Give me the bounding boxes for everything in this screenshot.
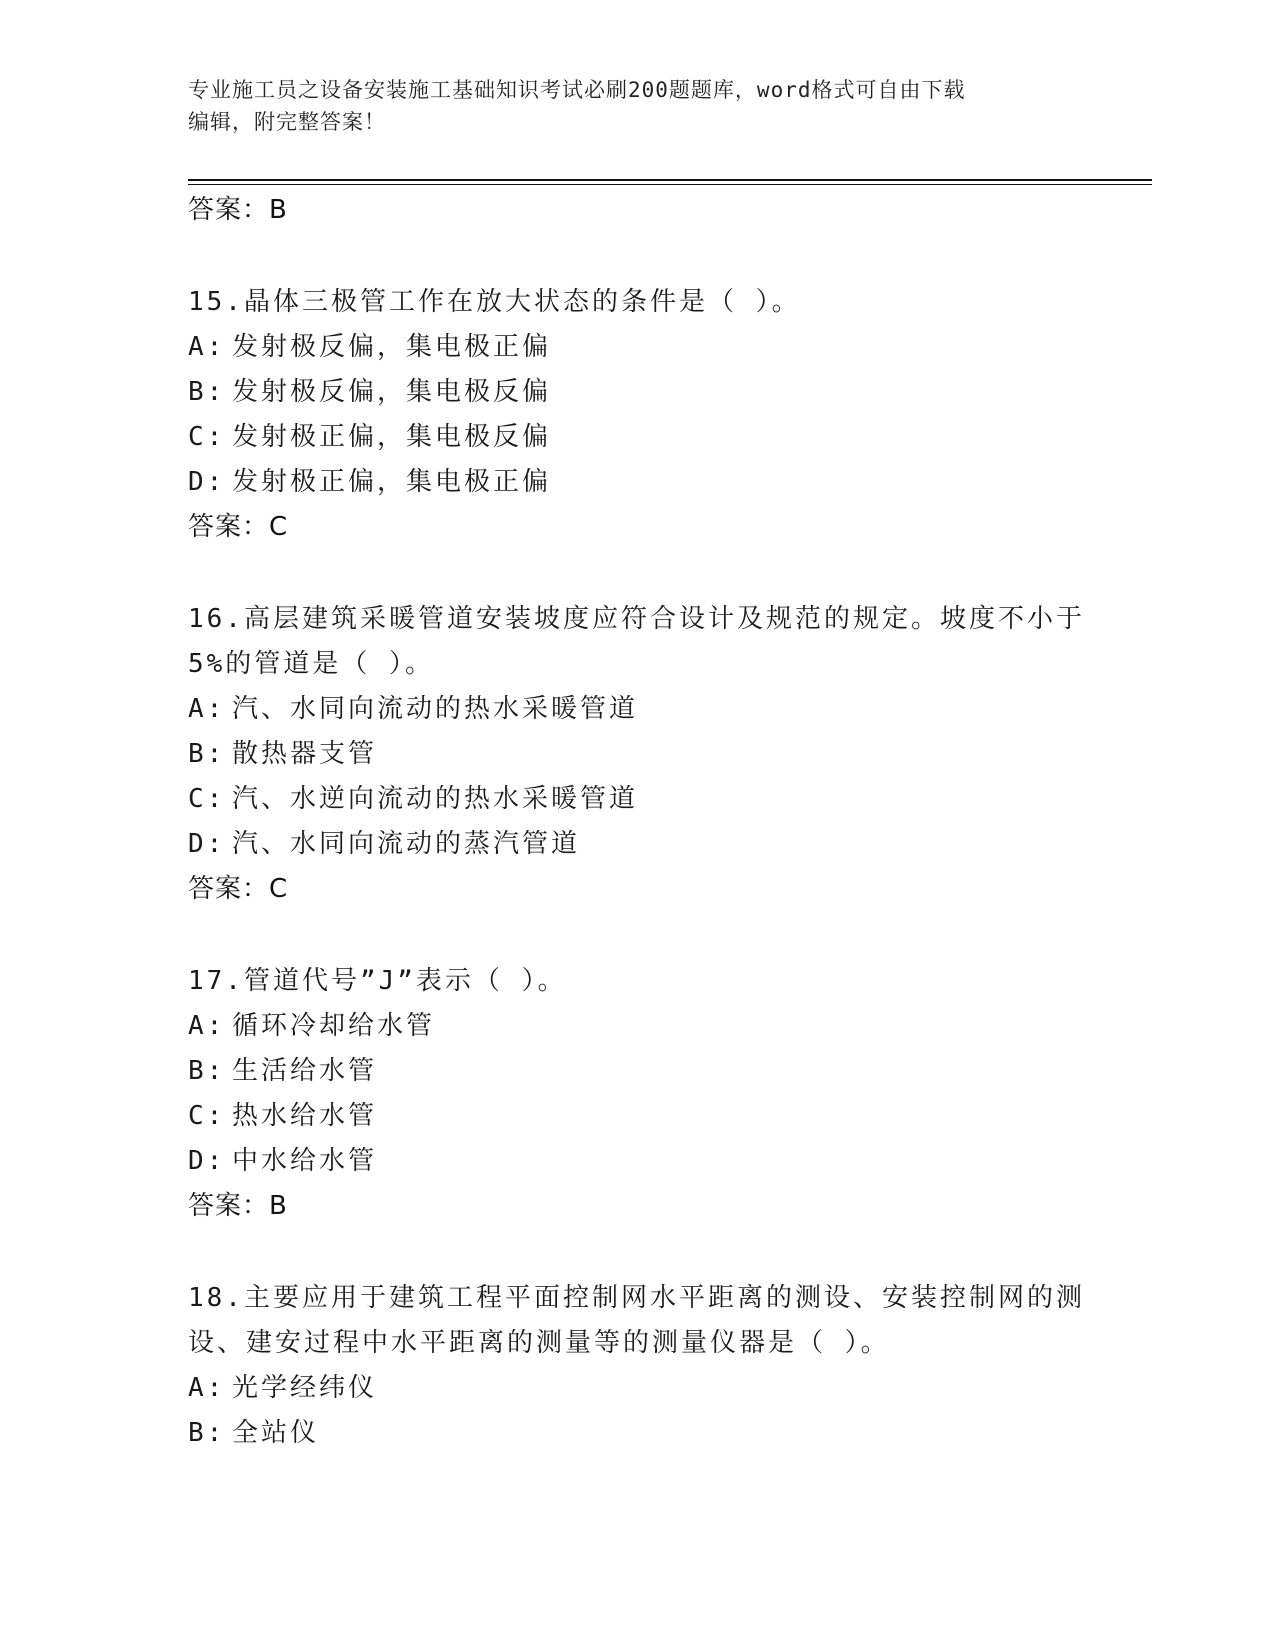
option-letter: C: [188, 784, 226, 814]
option-letter: B: [188, 377, 226, 407]
option-text: 循环冷却给水管 [232, 1011, 436, 1041]
option-text: 光学经纬仪 [232, 1373, 378, 1403]
option-a [188, 1004, 1088, 1049]
question-16 [188, 597, 1088, 909]
answer-line: 答案：C [188, 874, 289, 904]
option-b [188, 732, 1088, 777]
option-letter: D: [188, 467, 226, 497]
option-letter: B: [188, 1418, 226, 1448]
option-letter: B: [188, 1056, 226, 1086]
option-letter: C: [188, 422, 226, 452]
answer-line: 答案：B [188, 195, 288, 225]
header-rule-thick [188, 179, 1152, 181]
option-d [188, 460, 1088, 505]
option-b [188, 370, 1088, 415]
answer-line: 答案：B [188, 1191, 288, 1221]
option-d [188, 822, 1088, 867]
question-18 [188, 1276, 1088, 1456]
option-letter: D: [188, 829, 226, 859]
question-text: 17.管道代号”J”表示（ ）。 [188, 966, 567, 996]
question-17 [188, 959, 1088, 1226]
header-line-2: 编辑，附完整答案！ [188, 110, 386, 134]
option-text: 汽、水同向流动的蒸汽管道 [232, 829, 581, 859]
option-text: 发射极反偏，集电极反偏 [232, 377, 552, 407]
option-c [188, 415, 1088, 460]
option-text: 发射极正偏，集电极正偏 [232, 467, 552, 497]
option-text: 汽、水同向流动的热水采暖管道 [232, 694, 639, 724]
option-text: 发射极反偏，集电极正偏 [232, 332, 552, 362]
option-text: 热水给水管 [232, 1101, 378, 1131]
option-letter: C: [188, 1101, 226, 1131]
question-text: 15.晶体三极管工作在放大状态的条件是（ ）。 [188, 287, 801, 317]
header-line-1: 专业施工员之设备安装施工基础知识考试必刷200题题库，word格式可自由下载 [188, 78, 966, 102]
option-a [188, 1366, 1088, 1411]
header-rule-thin [188, 184, 1152, 185]
option-letter: A: [188, 1011, 226, 1041]
question-text: 16.高层建筑采暖管道安装坡度应符合设计及规范的规定。坡度不小于 [188, 604, 1085, 634]
option-letter: D: [188, 1146, 226, 1176]
option-d [188, 1139, 1088, 1184]
option-a [188, 325, 1088, 370]
option-b [188, 1411, 1088, 1456]
option-c [188, 777, 1088, 822]
answer-line: 答案：C [188, 512, 289, 542]
document-body [188, 190, 1088, 1456]
question-text-continued: 5%的管道是（ ）。 [188, 649, 434, 679]
option-text: 发射极正偏，集电极反偏 [232, 422, 552, 452]
option-letter: A: [188, 1373, 226, 1403]
option-c [188, 1094, 1088, 1139]
option-b [188, 1049, 1088, 1094]
option-text: 全站仪 [232, 1418, 320, 1448]
option-text: 散热器支管 [232, 739, 378, 769]
option-letter: B: [188, 739, 226, 769]
question-15 [188, 280, 1088, 547]
option-letter: A: [188, 332, 226, 362]
question-text-continued: 设、建安过程中水平距离的测量等的测量仪器是（ ）。 [188, 1328, 890, 1358]
option-letter: A: [188, 694, 226, 724]
page-header [188, 74, 1088, 138]
option-text: 汽、水逆向流动的热水采暖管道 [232, 784, 639, 814]
question-text: 18.主要应用于建筑工程平面控制网水平距离的测设、安装控制网的测 [188, 1283, 1085, 1313]
option-text: 生活给水管 [232, 1056, 378, 1086]
option-text: 中水给水管 [232, 1146, 378, 1176]
option-a [188, 687, 1088, 732]
